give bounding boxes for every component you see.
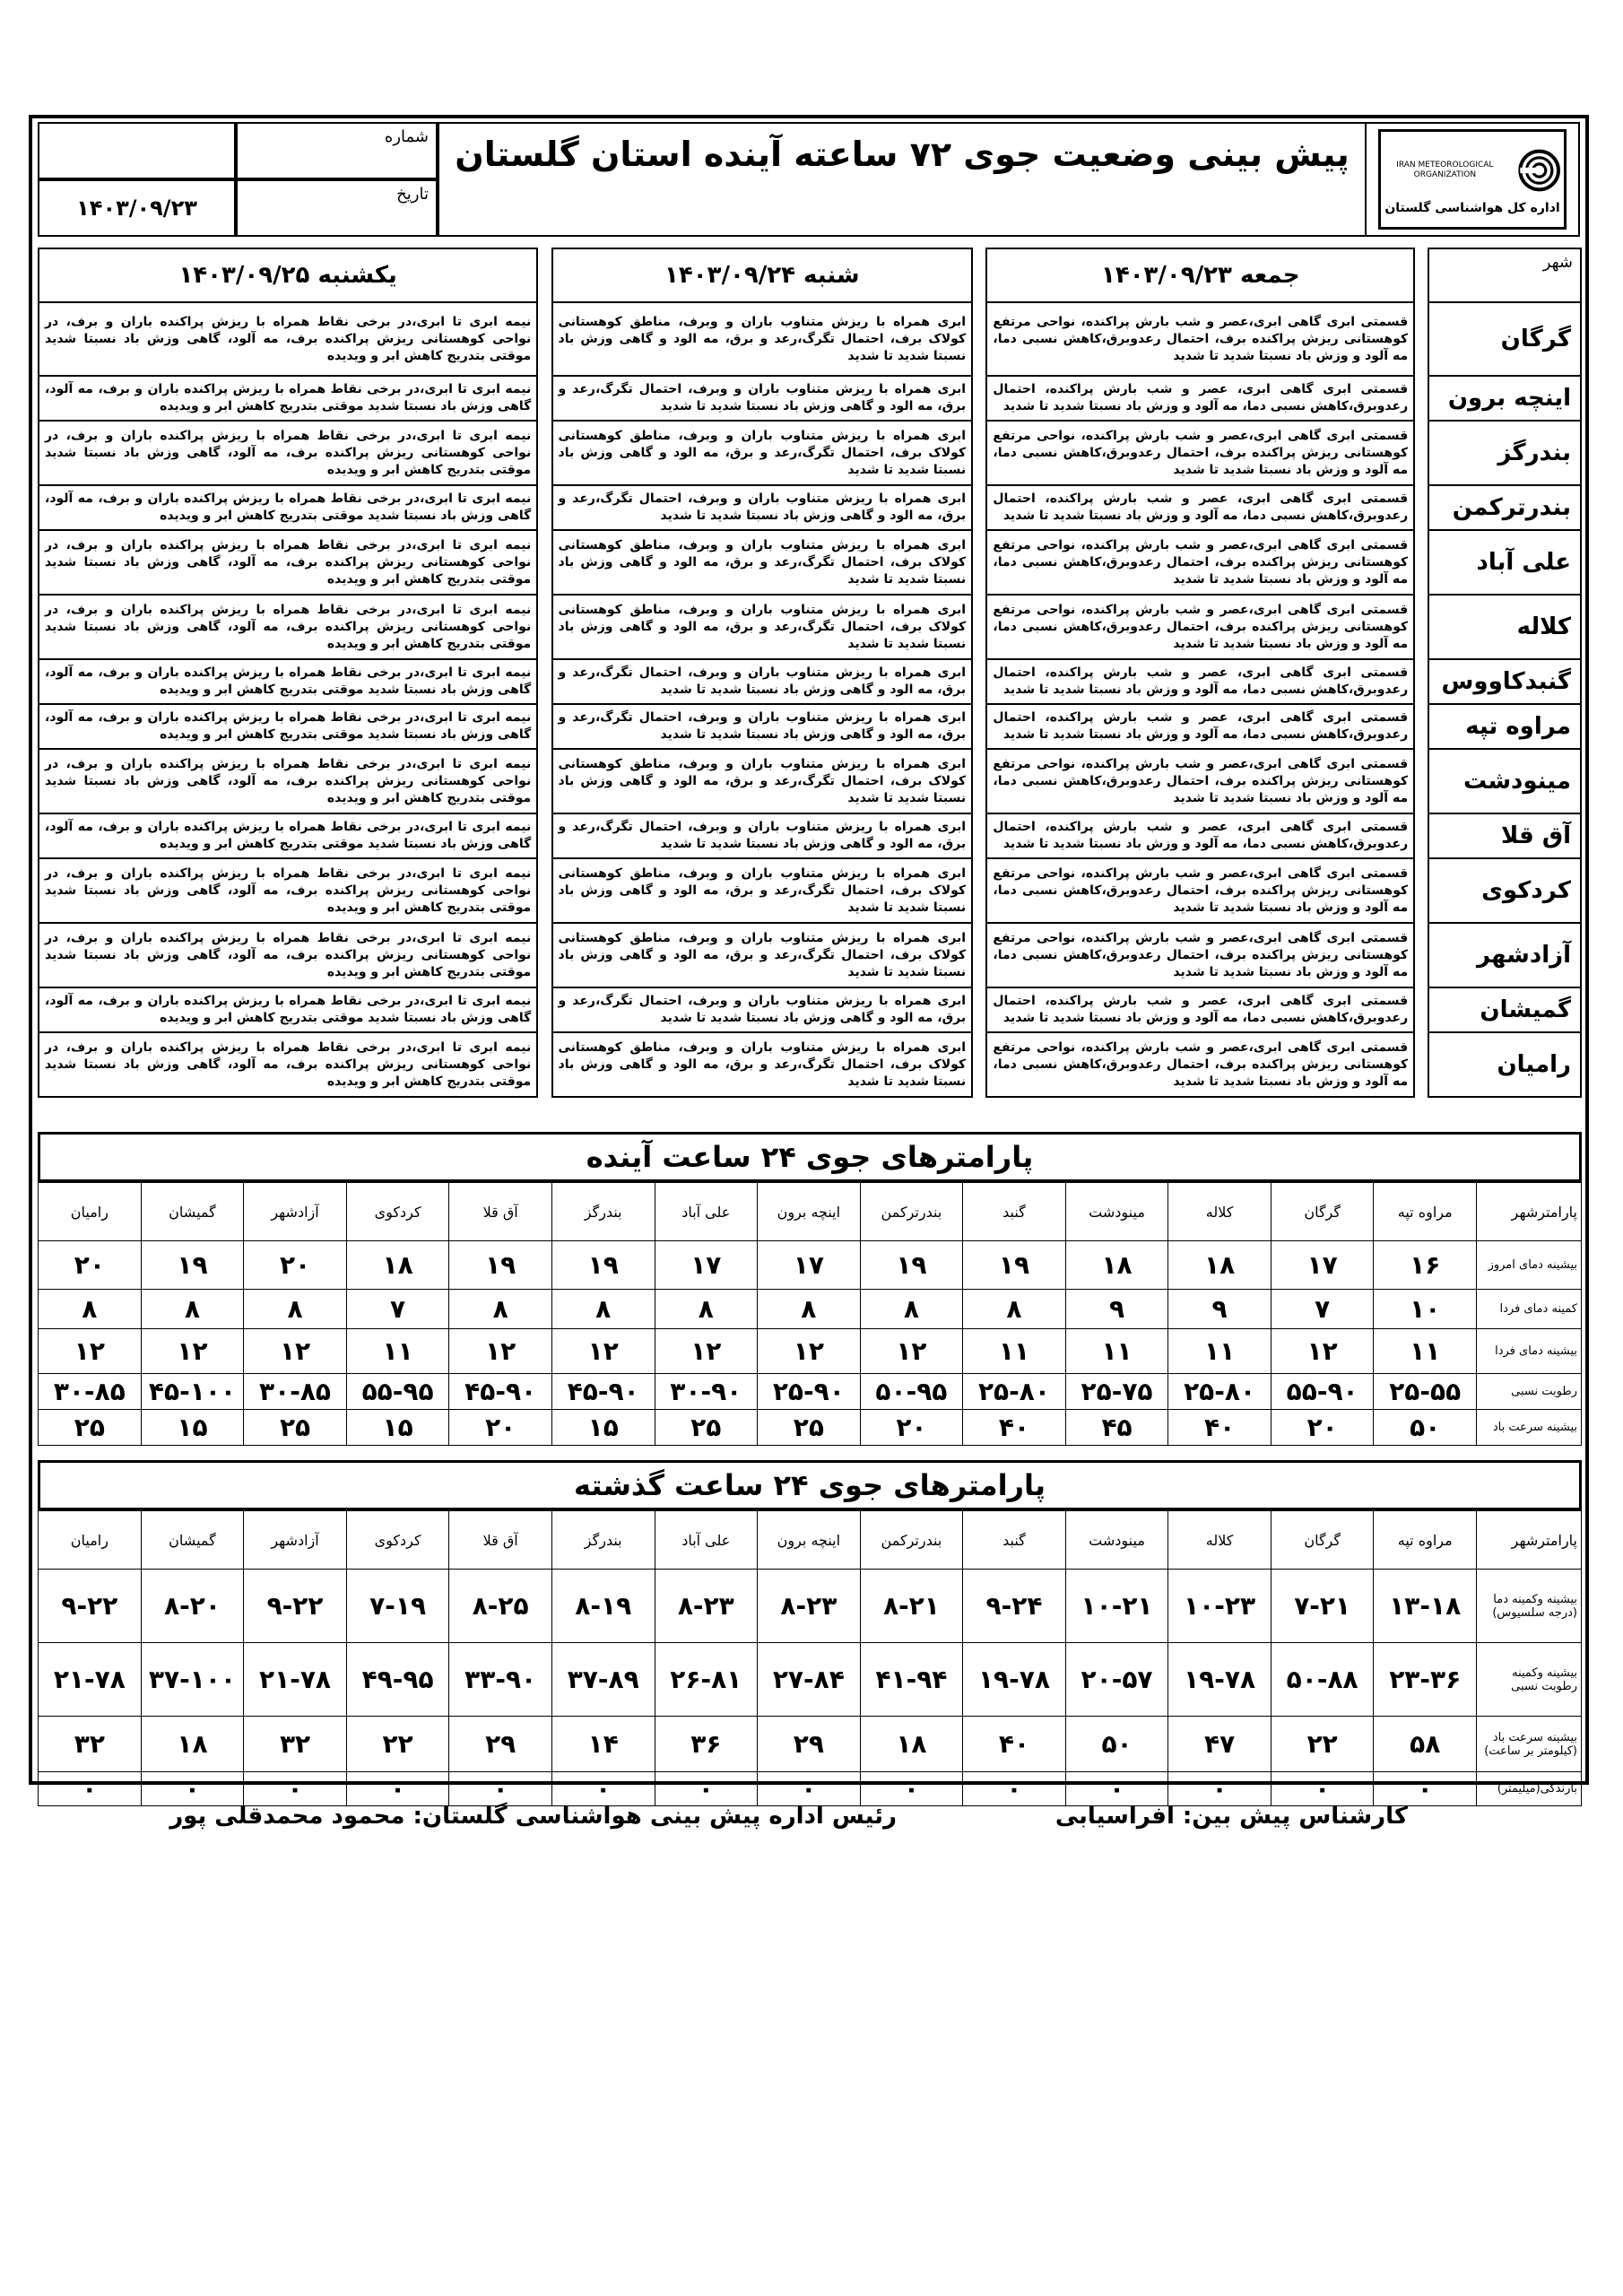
param-value: ۵۰-۹۵: [860, 1374, 963, 1410]
city-name: کلاله: [1428, 595, 1581, 659]
param-row: [39, 1374, 1582, 1410]
param-value: ۱۷: [1271, 1241, 1374, 1290]
forecast-row: [39, 987, 1581, 1032]
day-header-1: جمعه ۱۴۰۳/۰۹/۲۳: [986, 248, 1414, 302]
param-row: [39, 1570, 1582, 1643]
param-corner-label: پارامترشهر: [1477, 1511, 1582, 1570]
param-value: ۵۰: [1374, 1410, 1477, 1446]
forecast-day2: ابری همراه با ریزش متناوب باران و وبرف، مناطق کوهستانی کولاک برف، احتمال تگرگ،رعد و برق، مه الود و گاهی وزش باد نسبتا شدید تا شدید: [552, 1032, 973, 1097]
param-city-header: رامیان: [39, 1183, 142, 1241]
param-value: ۸: [39, 1290, 142, 1329]
param-value: ۲۰-۵۷: [1065, 1643, 1168, 1717]
param-value: ۳۷-۱۰۰: [141, 1643, 244, 1717]
param-value: ۷: [346, 1290, 449, 1329]
param-row-label: بیشینه دمای فردا: [1477, 1329, 1582, 1374]
param-value: ۱۲: [39, 1329, 142, 1374]
param-value: ۰: [1168, 1772, 1271, 1806]
param-value: ۱۴: [551, 1717, 655, 1772]
param-value: ۱۹: [141, 1241, 244, 1290]
forecast-row: [39, 813, 1581, 858]
param-value: ۱۹-۷۸: [1168, 1643, 1271, 1717]
forecaster-signature: کارشناس پیش بین: افراسیابی: [1055, 1803, 1408, 1830]
param-value: ۰: [1065, 1772, 1168, 1806]
param-value: ۰: [346, 1772, 449, 1806]
forecast-day3: نیمه ابری تا ابری،در برخی نقاط همراه با ریزش پراکنده باران و برف، در نواحی کوهستانی ریزش پراکنده برف، مه آلود، گاهی وزش باد نسبتا شدید موقتی بتدریج کاهش ابر و ویدیده: [39, 858, 537, 923]
forecast-row: [39, 858, 1581, 923]
forecast-row: [39, 704, 1581, 749]
param-row-label: بیشینه سرعت باد (کیلومتر بر ساعت): [1477, 1717, 1582, 1772]
param-value: ۲۵-۵۵: [1374, 1374, 1477, 1410]
logo-swirl-icon: [1515, 144, 1564, 197]
param-row: [39, 1717, 1582, 1772]
city-name: اینچه برون: [1428, 376, 1581, 421]
next24-title: پارامترهای جوی ۲۴ ساعت آینده: [38, 1132, 1582, 1182]
logo-box: [1365, 122, 1580, 237]
param-value: ۱۸: [1168, 1241, 1271, 1290]
param-value: ۷: [1271, 1290, 1374, 1329]
param-value: ۱۷: [655, 1241, 758, 1290]
city-name: بندرگز: [1428, 421, 1581, 485]
document-header: [38, 122, 1580, 237]
forecast-day1: قسمتی ابری گاهی ابری،عصر و شب بارش پراکنده، نواحی مرتفع کوهستانی ریزش پراکنده برف، احتمال رعدوبرق،کاهش نسبی دما، مه آلود و وزش باد نسبتا شدید تا شدید: [986, 421, 1414, 485]
param-value: ۰: [449, 1772, 552, 1806]
param-value: ۲۱-۷۸: [244, 1643, 347, 1717]
city-name: گرگان: [1428, 302, 1581, 376]
forecast-day1: قسمتی ابری گاهی ابری، عصر و شب بارش پراکنده، احتمال رعدوبرق،کاهش نسبی دما، مه آلود و وزش باد نسبتا شدید تا شدید: [986, 485, 1414, 530]
param-value: ۱۹: [963, 1241, 1066, 1290]
param-city-header: مراوه تپه: [1374, 1511, 1477, 1570]
forecast-day1: قسمتی ابری گاهی ابری، عصر و شب بارش پراکنده، احتمال رعدوبرق،کاهش نسبی دما، مه آلود و وزش باد نسبتا شدید تا شدید: [986, 659, 1414, 704]
param-value: ۲۰: [244, 1241, 347, 1290]
param-value: ۴۵-۹۰: [449, 1374, 552, 1410]
forecast-row: [39, 376, 1581, 421]
forecast-day3: نیمه ابری تا ابری،در برخی نقاط همراه با ریزش پراکنده باران و برف، در نواحی کوهستانی ریزش پراکنده برف، مه آلود، گاهی وزش باد نسبتا شدید موقتی بتدریج کاهش ابر و ویدیده: [39, 923, 537, 987]
param-value: ۱۲: [141, 1329, 244, 1374]
forecast-day1: قسمتی ابری گاهی ابری،عصر و شب بارش پراکنده، نواحی مرتفع کوهستانی ریزش پراکنده برف، احتمال رعدوبرق،کاهش نسبی دما، مه آلود و وزش باد نسبتا شدید تا شدید: [986, 923, 1414, 987]
param-value: ۱۱: [346, 1329, 449, 1374]
param-value: ۱۹: [860, 1241, 963, 1290]
param-row: [39, 1329, 1582, 1374]
city-name: علی آباد: [1428, 530, 1581, 595]
param-row-label: بیشینه سرعت باد: [1477, 1410, 1582, 1446]
param-value: ۳۰-۹۰: [655, 1374, 758, 1410]
forecast-row: [39, 595, 1581, 659]
param-value: ۱۱: [1065, 1329, 1168, 1374]
forecast-table: [38, 248, 1582, 1098]
logo-text: IRAN METEOROLOGICAL ORGANIZATION: [1396, 161, 1494, 179]
param-value: ۲۵-۷۵: [1065, 1374, 1168, 1410]
forecast-day1: قسمتی ابری گاهی ابری، عصر و شب بارش پراکنده، احتمال رعدوبرق،کاهش نسبی دما، مه آلود و وزش باد نسبتا شدید تا شدید: [986, 376, 1414, 421]
param-value: ۱۵: [551, 1410, 655, 1446]
param-value: ۱۹: [551, 1241, 655, 1290]
forecast-row: [39, 421, 1581, 485]
param-value: ۸: [449, 1290, 552, 1329]
param-row-label: بارندگی(میلیمتر): [1477, 1772, 1582, 1806]
param-value: ۴۰: [963, 1717, 1066, 1772]
param-value: ۵۰-۸۸: [1271, 1643, 1374, 1717]
param-city-header: گنبد: [963, 1183, 1066, 1241]
forecast-day2: ابری همراه با ریزش متناوب باران و وبرف، احتمال تگرگ،رعد و برق، مه الود و گاهی وزش باد نسبتا شدید تا شدید: [552, 987, 973, 1032]
day-header-2: شنبه ۱۴۰۳/۰۹/۲۴: [552, 248, 973, 302]
past24-table: [38, 1510, 1582, 1806]
number-value: [38, 122, 236, 179]
param-row-label: بیشینه وکمینه رطوبت نسبی: [1477, 1643, 1582, 1717]
forecast-day2: ابری همراه با ریزش متناوب باران و وبرف، احتمال تگرگ،رعد و برق، مه الود و گاهی وزش باد نسبتا شدید تا شدید: [552, 376, 973, 421]
city-name: بندرترکمن: [1428, 485, 1581, 530]
param-row: [39, 1772, 1582, 1806]
forecast-day3: نیمه ابری تا ابری،در برخی نقاط همراه با ریزش پراکنده باران و برف، مه آلود، گاهی وزش باد نسبتا شدید موقتی بتدریج کاهش ابر و ویدیده: [39, 485, 537, 530]
forecast-day1: قسمتی ابری گاهی ابری، عصر و شب بارش پراکنده، احتمال رعدوبرق،کاهش نسبی دما، مه آلود و وزش باد نسبتا شدید تا شدید: [986, 987, 1414, 1032]
param-value: ۸: [963, 1290, 1066, 1329]
organization-logo: [1378, 129, 1567, 230]
param-value: ۲۲: [1271, 1717, 1374, 1772]
day-header-3: یکشنبه ۱۴۰۳/۰۹/۲۵: [39, 248, 537, 302]
param-value: ۰: [1271, 1772, 1374, 1806]
forecast-day3: نیمه ابری تا ابری،در برخی نقاط همراه با ریزش پراکنده باران و برف، مه آلود، گاهی وزش باد نسبتا شدید موقتی بتدریج کاهش ابر و ویدیده: [39, 659, 537, 704]
forecast-day3: نیمه ابری تا ابری،در برخی نقاط همراه با ریزش پراکنده باران و برف، در نواحی کوهستانی ریزش پراکنده برف، مه آلود، گاهی وزش باد نسبتا شدید موقتی بتدریج کاهش ابر و ویدیده: [39, 1032, 537, 1097]
param-value: ۴۷: [1168, 1717, 1271, 1772]
forecast-day3: نیمه ابری تا ابری،در برخی نقاط همراه با ریزش پراکنده باران و برف، در نواحی کوهستانی ریزش پراکنده برف، مه آلود، گاهی وزش باد نسبتا شدید موقتی بتدریج کاهش ابر و ویدیده: [39, 421, 537, 485]
param-city-header: بندرگز: [551, 1183, 655, 1241]
city-name: مینودشت: [1428, 749, 1581, 813]
param-value: ۹-۲۲: [39, 1570, 142, 1643]
param-row: [39, 1290, 1582, 1329]
forecast-day1: قسمتی ابری گاهی ابری،عصر و شب بارش پراکنده، نواحی مرتفع کوهستانی ریزش پراکنده برف، احتمال رعدوبرق،کاهش نسبی دما، مه آلود و وزش باد نسبتا شدید تا شدید: [986, 1032, 1414, 1097]
param-value: ۱۲: [860, 1329, 963, 1374]
param-value: ۱۳-۱۸: [1374, 1570, 1477, 1643]
forecast-day3: نیمه ابری تا ابری،در برخی نقاط همراه با ریزش پراکنده باران و برف، در نواحی کوهستانی ریزش پراکنده برف، مه آلود، گاهی وزش باد نسبتا شدید موقتی بتدریج کاهش ابر و ویدیده: [39, 749, 537, 813]
param-value: ۸-۲۵: [449, 1570, 552, 1643]
param-value: ۵۰: [1065, 1717, 1168, 1772]
param-value: ۱۱: [1374, 1329, 1477, 1374]
param-value: ۸-۲۱: [860, 1570, 963, 1643]
city-name: آق قلا: [1428, 813, 1581, 858]
past24-title: پارامترهای جوی ۲۴ ساعت گذشته: [38, 1460, 1582, 1510]
param-value: ۲۷-۸۴: [758, 1643, 861, 1717]
param-value: ۳۷-۸۹: [551, 1643, 655, 1717]
param-value: ۸-۲۰: [141, 1570, 244, 1643]
param-value: ۲۶-۸۱: [655, 1643, 758, 1717]
city-name: مراوه تپه: [1428, 704, 1581, 749]
param-value: ۲۰: [860, 1410, 963, 1446]
param-value: ۲۵: [244, 1410, 347, 1446]
param-city-header: کلاله: [1168, 1511, 1271, 1570]
param-city-header: آزادشهر: [244, 1183, 347, 1241]
param-value: ۹: [1065, 1290, 1168, 1329]
param-value: ۲۰: [449, 1410, 552, 1446]
param-value: ۲۵-۸۰: [963, 1374, 1066, 1410]
param-value: ۴۱-۹۴: [860, 1643, 963, 1717]
param-city-header: اینچه برون: [758, 1511, 861, 1570]
param-value: ۴۵-۱۰۰: [141, 1374, 244, 1410]
param-value: ۳۲: [244, 1717, 347, 1772]
forecast-day3: نیمه ابری تا ابری،در برخی نقاط همراه با ریزش پراکنده باران و برف، مه آلود، گاهی وزش باد نسبتا شدید موقتی بتدریج کاهش ابر و ویدیده: [39, 376, 537, 421]
forecast-day3: نیمه ابری تا ابری،در برخی نقاط همراه با ریزش پراکنده باران و برف، در نواحی کوهستانی ریزش پراکنده برف، مه آلود، گاهی وزش باد نسبتا شدید موقتی بتدریج کاهش ابر و ویدیده: [39, 595, 537, 659]
param-city-header: مینودشت: [1065, 1511, 1168, 1570]
param-value: ۲۵: [758, 1410, 861, 1446]
param-value: ۱۹: [449, 1241, 552, 1290]
param-value: ۷-۱۹: [346, 1570, 449, 1643]
param-city-header: گمیشان: [141, 1183, 244, 1241]
param-value: ۲۰: [39, 1241, 142, 1290]
number-label: شماره: [236, 122, 438, 179]
param-value: ۲۳-۳۶: [1374, 1643, 1477, 1717]
param-value: ۱۹-۷۸: [963, 1643, 1066, 1717]
param-value: ۸-۱۹: [551, 1570, 655, 1643]
param-city-header: آق قلا: [449, 1511, 552, 1570]
param-value: ۳۰-۸۵: [39, 1374, 142, 1410]
page-title: پیش بینی وضعیت جوی ۷۲ ساعته آینده استان گلستان: [455, 135, 1350, 174]
param-value: ۱۶: [1374, 1241, 1477, 1290]
forecast-day1: قسمتی ابری گاهی ابری،عصر و شب بارش پراکنده، نواحی مرتفع کوهستانی ریزش پراکنده برف، احتمال رعدوبرق،کاهش نسبی دما، مه آلود و وزش باد نسبتا شدید تا شدید: [986, 302, 1414, 376]
param-value: ۸: [244, 1290, 347, 1329]
forecast-day2: ابری همراه با ریزش متناوب باران و وبرف، مناطق کوهستانی کولاک برف، احتمال تگرگ،رعد و برق، مه الود و گاهی وزش باد نسبتا شدید تا شدید: [552, 858, 973, 923]
param-city-header: آزادشهر: [244, 1511, 347, 1570]
forecast-day2: ابری همراه با ریزش متناوب باران و وبرف، احتمال تگرگ،رعد و برق، مه الود و گاهی وزش باد نسبتا شدید تا شدید: [552, 813, 973, 858]
param-value: ۷-۲۱: [1271, 1570, 1374, 1643]
forecast-day3: نیمه ابری تا ابری،در برخی نقاط همراه با ریزش پراکنده باران و برف، مه آلود، گاهی وزش باد نسبتا شدید موقتی بتدریج کاهش ابر و ویدیده: [39, 704, 537, 749]
param-value: ۲۹: [758, 1717, 861, 1772]
param-value: ۱۲: [758, 1329, 861, 1374]
forecast-day1: قسمتی ابری گاهی ابری، عصر و شب بارش پراکنده، احتمال رعدوبرق،کاهش نسبی دما، مه آلود و وزش باد نسبتا شدید تا شدید: [986, 704, 1414, 749]
param-value: ۵۸: [1374, 1717, 1477, 1772]
param-row: [39, 1643, 1582, 1717]
forecast-day1: قسمتی ابری گاهی ابری،عصر و شب بارش پراکنده، نواحی مرتفع کوهستانی ریزش پراکنده برف، احتمال رعدوبرق،کاهش نسبی دما، مه آلود و وزش باد نسبتا شدید تا شدید: [986, 530, 1414, 595]
forecast-row: [39, 485, 1581, 530]
param-value: ۰: [141, 1772, 244, 1806]
param-value: ۴۰: [963, 1410, 1066, 1446]
param-value: ۹-۲۴: [963, 1570, 1066, 1643]
forecast-row: [39, 530, 1581, 595]
param-value: ۸-۲۳: [655, 1570, 758, 1643]
city-name: گمیشان: [1428, 987, 1581, 1032]
param-value: ۴۵: [1065, 1410, 1168, 1446]
param-city-header: آق قلا: [449, 1183, 552, 1241]
param-value: ۴۹-۹۵: [346, 1643, 449, 1717]
param-value: ۰: [39, 1772, 142, 1806]
date-value: ۱۴۰۳/۰۹/۲۳: [38, 179, 236, 237]
param-value: ۱۰-۲۱: [1065, 1570, 1168, 1643]
param-city-header: بندرگز: [551, 1511, 655, 1570]
param-city-header: علی آباد: [655, 1511, 758, 1570]
logo-caption: اداره کل هواشناسی گلستان: [1384, 201, 1560, 215]
forecast-day2: ابری همراه با ریزش متناوب باران و وبرف، احتمال تگرگ،رعد و برق، مه الود و گاهی وزش باد نسبتا شدید تا شدید: [552, 704, 973, 749]
param-value: ۵۵-۹۵: [346, 1374, 449, 1410]
param-value: ۲۵: [655, 1410, 758, 1446]
param-value: ۸: [141, 1290, 244, 1329]
forecast-row: [39, 1032, 1581, 1097]
param-value: ۰: [551, 1772, 655, 1806]
forecast-day2: ابری همراه با ریزش متناوب باران و وبرف، مناطق کوهستانی کولاک برف، احتمال تگرگ،رعد و برق، مه الود و گاهی وزش باد نسبتا شدید تا شدید: [552, 302, 973, 376]
param-value: ۱۱: [1168, 1329, 1271, 1374]
param-value: ۱۲: [1271, 1329, 1374, 1374]
param-city-header: گنبد: [963, 1511, 1066, 1570]
param-row-label: بیشینه وکمینه دما (درجه سلسیوس): [1477, 1570, 1582, 1643]
param-value: ۵۵-۹۰: [1271, 1374, 1374, 1410]
param-value: ۱۸: [860, 1717, 963, 1772]
param-city-header: کردکوی: [346, 1183, 449, 1241]
param-city-header: گرگان: [1271, 1183, 1374, 1241]
param-value: ۲۹: [449, 1717, 552, 1772]
forecast-day3: نیمه ابری تا ابری،در برخی نقاط همراه با ریزش پراکنده باران و برف، در نواحی کوهستانی ریزش پراکنده برف، مه آلود، گاهی وزش باد نسبتا شدید موقتی بتدریج کاهش ابر و ویدیده: [39, 302, 537, 376]
param-corner-label: پارامترشهر: [1477, 1183, 1582, 1241]
param-value: ۱۸: [346, 1241, 449, 1290]
forecast-row: [39, 923, 1581, 987]
param-value: ۳۳-۹۰: [449, 1643, 552, 1717]
city-name: کردکوی: [1428, 858, 1581, 923]
param-value: ۳۲: [39, 1717, 142, 1772]
title-box: [438, 122, 1365, 237]
param-value: ۴۵-۹۰: [551, 1374, 655, 1410]
param-value: ۳۶: [655, 1717, 758, 1772]
param-row: [39, 1410, 1582, 1446]
param-value: ۱۰: [1374, 1290, 1477, 1329]
param-value: ۱۸: [1065, 1241, 1168, 1290]
param-value: ۲۵: [39, 1410, 142, 1446]
param-value: ۱۸: [141, 1717, 244, 1772]
param-value: ۲۰: [1271, 1410, 1374, 1446]
param-value: ۱۷: [758, 1241, 861, 1290]
forecast-day3: نیمه ابری تا ابری،در برخی نقاط همراه با ریزش پراکنده باران و برف، مه آلود، گاهی وزش باد نسبتا شدید موقتی بتدریج کاهش ابر و ویدیده: [39, 987, 537, 1032]
param-value: ۰: [655, 1772, 758, 1806]
param-value: ۱۵: [346, 1410, 449, 1446]
forecast-day2: ابری همراه با ریزش متناوب باران و وبرف، مناطق کوهستانی کولاک برف، احتمال تگرگ،رعد و برق، مه الود و گاهی وزش باد نسبتا شدید تا شدید: [552, 595, 973, 659]
param-value: ۸: [758, 1290, 861, 1329]
param-value: ۱۱: [963, 1329, 1066, 1374]
param-value: ۰: [1374, 1772, 1477, 1806]
param-row-label: رطوبت نسبی: [1477, 1374, 1582, 1410]
forecast-day1: قسمتی ابری گاهی ابری،عصر و شب بارش پراکنده، نواحی مرتفع کوهستانی ریزش پراکنده برف، احتمال رعدوبرق،کاهش نسبی دما، مه آلود و وزش باد نسبتا شدید تا شدید: [986, 749, 1414, 813]
param-city-header: رامیان: [39, 1511, 142, 1570]
param-city-header: کردکوی: [346, 1511, 449, 1570]
forecast-row: [39, 749, 1581, 813]
param-row-label: کمینه دمای فردا: [1477, 1290, 1582, 1329]
forecast-day2: ابری همراه با ریزش متناوب باران و وبرف، مناطق کوهستانی کولاک برف، احتمال تگرگ،رعد و برق، مه الود و گاهی وزش باد نسبتا شدید تا شدید: [552, 530, 973, 595]
forecast-day1: قسمتی ابری گاهی ابری،عصر و شب بارش پراکنده، نواحی مرتفع کوهستانی ریزش پراکنده برف، احتمال رعدوبرق،کاهش نسبی دما، مه آلود و وزش باد نسبتا شدید تا شدید: [986, 595, 1414, 659]
forecast-day1: قسمتی ابری گاهی ابری، عصر و شب بارش پراکنده، احتمال رعدوبرق،کاهش نسبی دما، مه آلود و وزش باد نسبتا شدید تا شدید: [986, 813, 1414, 858]
param-value: ۲۲: [346, 1717, 449, 1772]
param-value: ۱۰-۲۳: [1168, 1570, 1271, 1643]
city-name: رامیان: [1428, 1032, 1581, 1097]
param-value: ۸: [551, 1290, 655, 1329]
param-value: ۲۵-۹۰: [758, 1374, 861, 1410]
param-value: ۹: [1168, 1290, 1271, 1329]
param-value: ۹-۲۲: [244, 1570, 347, 1643]
param-value: ۳۰-۸۵: [244, 1374, 347, 1410]
param-value: ۱۲: [244, 1329, 347, 1374]
param-city-header: بندرترکمن: [860, 1183, 963, 1241]
param-value: ۱۵: [141, 1410, 244, 1446]
param-city-header: اینچه برون: [758, 1183, 861, 1241]
forecast-day2: ابری همراه با ریزش متناوب باران و وبرف، احتمال تگرگ،رعد و برق، مه الود و گاهی وزش باد نسبتا شدید تا شدید: [552, 485, 973, 530]
param-value: ۲۱-۷۸: [39, 1643, 142, 1717]
forecast-day2: ابری همراه با ریزش متناوب باران و وبرف، مناطق کوهستانی کولاک برف، احتمال تگرگ،رعد و برق، مه الود و گاهی وزش باد نسبتا شدید تا شدید: [552, 749, 973, 813]
forecast-day3: نیمه ابری تا ابری،در برخی نقاط همراه با ریزش پراکنده باران و برف، مه آلود، گاهی وزش باد نسبتا شدید موقتی بتدریج کاهش ابر و ویدیده: [39, 813, 537, 858]
forecast-row: [39, 302, 1581, 376]
forecast-day2: ابری همراه با ریزش متناوب باران و وبرف، احتمال تگرگ،رعد و برق، مه الود و گاهی وزش باد نسبتا شدید تا شدید: [552, 659, 973, 704]
param-value: ۴۰: [1168, 1410, 1271, 1446]
city-column-header: شهر: [1428, 248, 1581, 302]
param-value: ۱۲: [655, 1329, 758, 1374]
param-city-header: مینودشت: [1065, 1183, 1168, 1241]
param-city-header: بندرترکمن: [860, 1511, 963, 1570]
param-value: ۸: [860, 1290, 963, 1329]
param-value: ۱۲: [449, 1329, 552, 1374]
param-value: ۱۲: [551, 1329, 655, 1374]
param-value: ۸: [655, 1290, 758, 1329]
forecast-day2: ابری همراه با ریزش متناوب باران و وبرف، مناطق کوهستانی کولاک برف، احتمال تگرگ،رعد و برق، مه الود و گاهی وزش باد نسبتا شدید تا شدید: [552, 923, 973, 987]
param-row-label: بیشینه دمای امروز: [1477, 1241, 1582, 1290]
next24-table: [38, 1182, 1582, 1446]
param-city-header: گرگان: [1271, 1511, 1374, 1570]
param-city-header: مراوه تپه: [1374, 1183, 1477, 1241]
forecast-day3: نیمه ابری تا ابری،در برخی نقاط همراه با ریزش پراکنده باران و برف، در نواحی کوهستانی ریزش پراکنده برف، مه آلود، گاهی وزش باد نسبتا شدید موقتی بتدریج کاهش ابر و ویدیده: [39, 530, 537, 595]
city-name: آزادشهر: [1428, 923, 1581, 987]
date-label: تاریخ: [236, 179, 438, 237]
param-city-header: علی آباد: [655, 1183, 758, 1241]
city-name: گنبدکاووس: [1428, 659, 1581, 704]
param-city-header: کلاله: [1168, 1183, 1271, 1241]
param-city-header: گمیشان: [141, 1511, 244, 1570]
forecast-day2: ابری همراه با ریزش متناوب باران و وبرف، مناطق کوهستانی کولاک برف، احتمال تگرگ،رعد و برق، مه الود و گاهی وزش باد نسبتا شدید تا شدید: [552, 421, 973, 485]
meta-box: [38, 122, 438, 237]
forecast-day1: قسمتی ابری گاهی ابری،عصر و شب بارش پراکنده، نواحی مرتفع کوهستانی ریزش پراکنده برف، احتمال رعدوبرق،کاهش نسبی دما، مه آلود و وزش باد نسبتا شدید تا شدید: [986, 858, 1414, 923]
forecast-row: [39, 659, 1581, 704]
param-value: ۰: [860, 1772, 963, 1806]
param-row: [39, 1241, 1582, 1290]
department-head-signature: رئیس اداره پیش بینی هواشناسی گلستان: محمود محمدقلی پور: [169, 1803, 897, 1830]
param-value: ۰: [244, 1772, 347, 1806]
param-value: ۰: [758, 1772, 861, 1806]
param-value: ۲۵-۸۰: [1168, 1374, 1271, 1410]
param-value: ۰: [963, 1772, 1066, 1806]
param-value: ۸-۲۳: [758, 1570, 861, 1643]
